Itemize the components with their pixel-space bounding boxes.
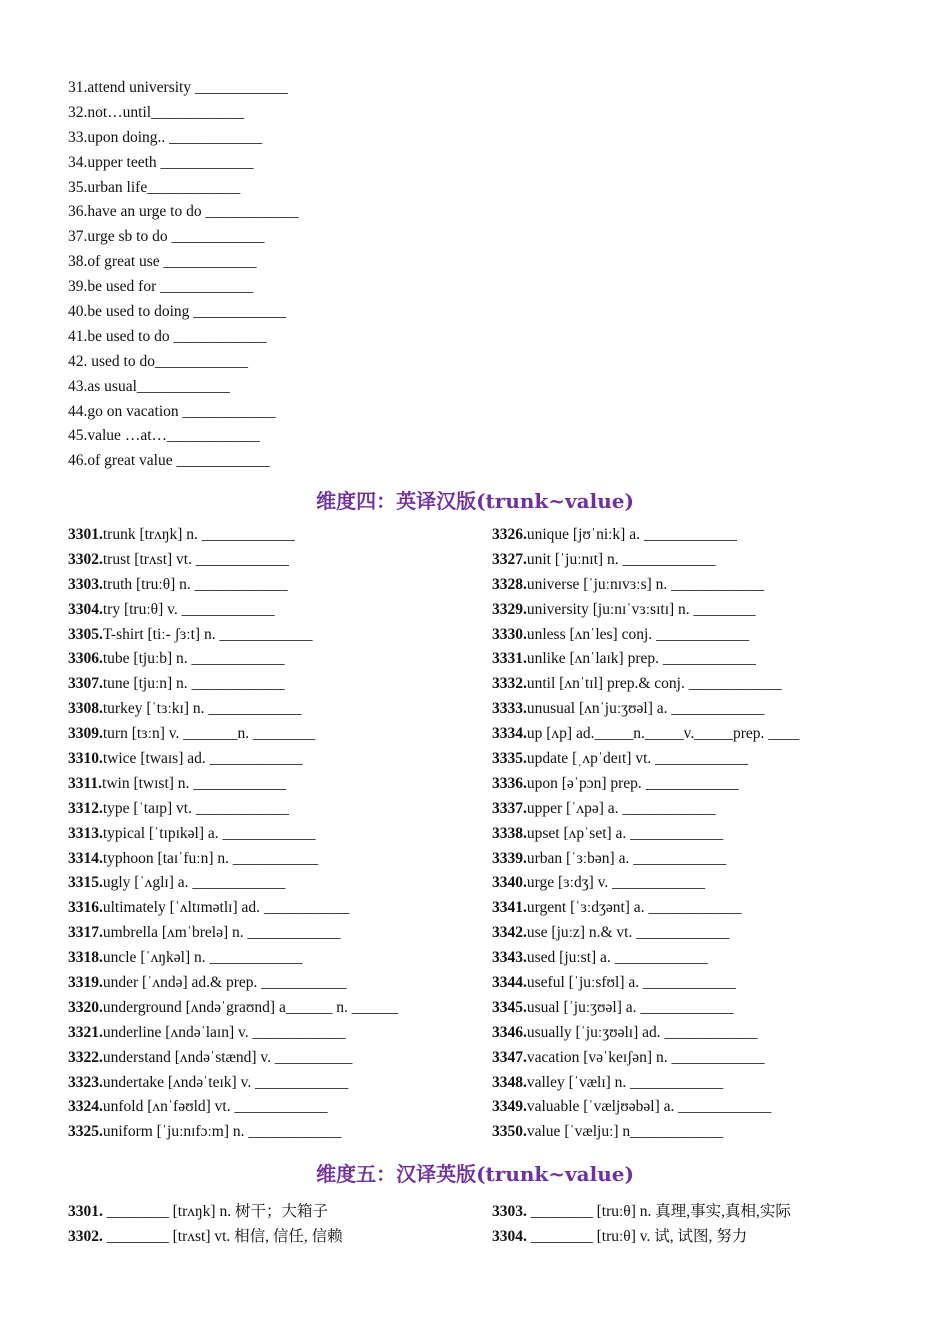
vocab-entry: 3333.unusual [ʌnˈjuːʒʊəl] a. ____________ [492,700,765,718]
vocab-entry: 3332.until [ʌnˈtɪl] prep.& conj. ____________ [492,675,782,693]
phrase-item: 43.as usual____________ [68,377,230,395]
phrase-item: 36.have an urge to do ____________ [68,203,299,221]
phrase-item: 33.upon doing.. ____________ [68,128,263,146]
vocab-entry: 3326.unique [jʊˈniːk] a. ____________ [492,526,737,543]
vocab-entry: 3302.trust [trʌst] vt. ____________ [68,550,289,568]
vocab-entry: 3324.unfold [ʌnˈfəʊld] vt. ____________ [68,1098,328,1116]
vocab-entry: 3305.T-shirt [tiː- ʃɜːt] n. ____________ [68,625,313,643]
phrase-item: 46.of great value ____________ [68,452,270,470]
phrase-item: 39.be used for ____________ [68,278,254,296]
vocab-entry: 3330.unless [ʌnˈles] conj. ____________ [492,625,750,643]
phrase-item: 34.upper teeth ____________ [68,153,254,171]
vocab-entry: 3338.upset [ʌpˈset] a. ____________ [492,824,724,842]
vocab-entry: 3337.upper [ˈʌpə] a. ____________ [492,799,716,817]
vocab-entry: 3306.tube [tjuːb] n. ____________ [68,650,285,668]
vocab-entry: 3347.vacation [vəˈkeɪʃən] n. ____________ [492,1048,765,1066]
vocab-entry: 3325.uniform [ˈjuːnɪfɔːm] n. ____________ [68,1123,342,1141]
section-4-right-column [492,523,799,1145]
vocab-entry: 3321.underline [ʌndəˈlaɪn] v. ____________ [68,1023,346,1041]
vocab-entry: 3327.unit [ˈjuːnɪt] n. ____________ [492,550,716,568]
phrase-item: 35.urban life____________ [68,178,241,196]
vocab-entry: 3301.trunk [trʌŋk] n. ____________ [68,526,295,543]
vocab-entry: 3307.tune [tjuːn] n. ____________ [68,675,285,693]
phrase-item: 44.go on vacation ____________ [68,402,276,420]
vocab-entry: 3323.undertake [ʌndəˈteɪk] v. ____________ [68,1073,349,1091]
vocab-entry: 3304.try [truːθ] v. ____________ [68,600,275,618]
vocab-entry: 3302. ________ [trʌst] vt. 相信, 信任, 信赖 [68,1227,343,1245]
vocab-entry: 3343.used [juːst] a. ____________ [492,949,708,967]
phrase-item: 41.be used to do ____________ [68,327,267,345]
vocab-entry: 3340.urge [ɜːdʒ] v. ____________ [492,874,706,892]
vocab-entry: 3308.turkey [ˈtɜːkɪ] n. ____________ [68,700,302,718]
section-5-heading: 维度五：汉译英版(trunk~value) [316,1162,634,1186]
vocab-entry: 3344.useful [ˈjuːsfʊl] a. ____________ [492,974,736,992]
phrase-item: 38.of great use ____________ [68,253,257,271]
vocab-entry: 3339.urban [ˈɜːbən] a. ____________ [492,849,727,867]
vocab-entry: 3303.truth [truːθ] n. ____________ [68,575,288,593]
vocab-entry: 3319.under [ˈʌndə] ad.& prep. ___________ [68,974,347,992]
vocab-entry: 3335.update [ˌʌpˈdeɪt] vt. ____________ [492,750,749,768]
vocab-entry: 3314.typhoon [taɪˈfuːn] n. ___________ [68,849,319,867]
vocab-entry: 3345.usual [ˈjuːʒʊəl] a. ____________ [492,998,734,1016]
vocab-entry: 3331.unlike [ʌnˈlaɪk] prep. ____________ [492,650,756,668]
vocab-entry: 3342.use [juːz] n.& vt. ____________ [492,924,730,942]
phrase-list [68,76,298,474]
vocab-entry: 3304. ________ [truːθ] v. 试, 试图, 努力 [492,1227,748,1245]
vocab-entry: 3309.turn [tɜːn] v. _______n. ________ [68,725,316,743]
vocab-entry: 3301. ________ [trʌŋk] n. 树干；大箱子 [68,1203,328,1220]
vocab-entry: 3315.ugly [ˈʌglɪ] a. ____________ [68,874,286,892]
section-4-left-column [68,523,398,1145]
phrase-item: 42. used to do____________ [68,352,248,370]
section-5-left-column [68,1200,343,1250]
vocab-entry: 3311.twin [twɪst] n. ____________ [68,774,287,792]
vocab-entry: 3312.type [ˈtaɪp] vt. ____________ [68,799,289,817]
vocab-entry: 3336.upon [əˈpɔn] prep. ____________ [492,774,739,792]
vocab-entry: 3348.valley [ˈvælɪ] n. ____________ [492,1073,724,1091]
vocab-entry: 3320.underground [ʌndəˈgraʊnd] a______ n. ______ [68,998,399,1016]
vocab-entry: 3317.umbrella [ʌmˈbrelə] n. ____________ [68,924,341,942]
vocab-entry: 3341.urgent [ˈɜːdʒənt] a. ____________ [492,899,742,917]
vocab-entry: 3303. ________ [truːθ] n. 真理,事实,真相,实际 [492,1203,791,1220]
phrase-item: 40.be used to doing ____________ [68,303,287,321]
vocab-entry: 3316.ultimately [ˈʌltɪmətlɪ] ad. ___________ [68,899,350,917]
phrase-item: 37.urge sb to do ____________ [68,228,265,246]
vocab-entry: 3350.value [ˈvæljuː] n____________ [492,1123,724,1141]
vocab-entry: 3328.universe [ˈjuːnɪvɜːs] n. ____________ [492,575,765,593]
section-5-right-column [492,1200,791,1250]
vocab-entry: 3322.understand [ʌndəˈstænd] v. __________ [68,1048,353,1066]
vocab-entry: 3346.usually [ˈjuːʒʊəlɪ] ad. ____________ [492,1023,758,1041]
section-4-heading: 维度四：英译汉版(trunk~value) [316,489,634,513]
phrase-item: 32.not…until____________ [68,103,245,121]
phrase-item: 31.attend university ____________ [68,79,288,96]
vocab-entry: 3313.typical [ˈtɪpɪkəl] a. ____________ [68,824,316,842]
phrase-item: 45.value …at…____________ [68,427,261,445]
vocab-entry: 3329.university [juːnɪˈvɜːsɪtɪ] n. ________ [492,600,756,618]
vocab-entry: 3334.up [ʌp] ad._____n._____v._____prep. ____ [492,725,800,743]
vocab-entry: 3310.twice [twaɪs] ad. ____________ [68,750,303,768]
vocab-entry: 3318.uncle [ˈʌŋkəl] n. ____________ [68,949,303,967]
vocab-entry: 3349.valuable [ˈvæljʊəbəl] a. ____________ [492,1098,772,1116]
